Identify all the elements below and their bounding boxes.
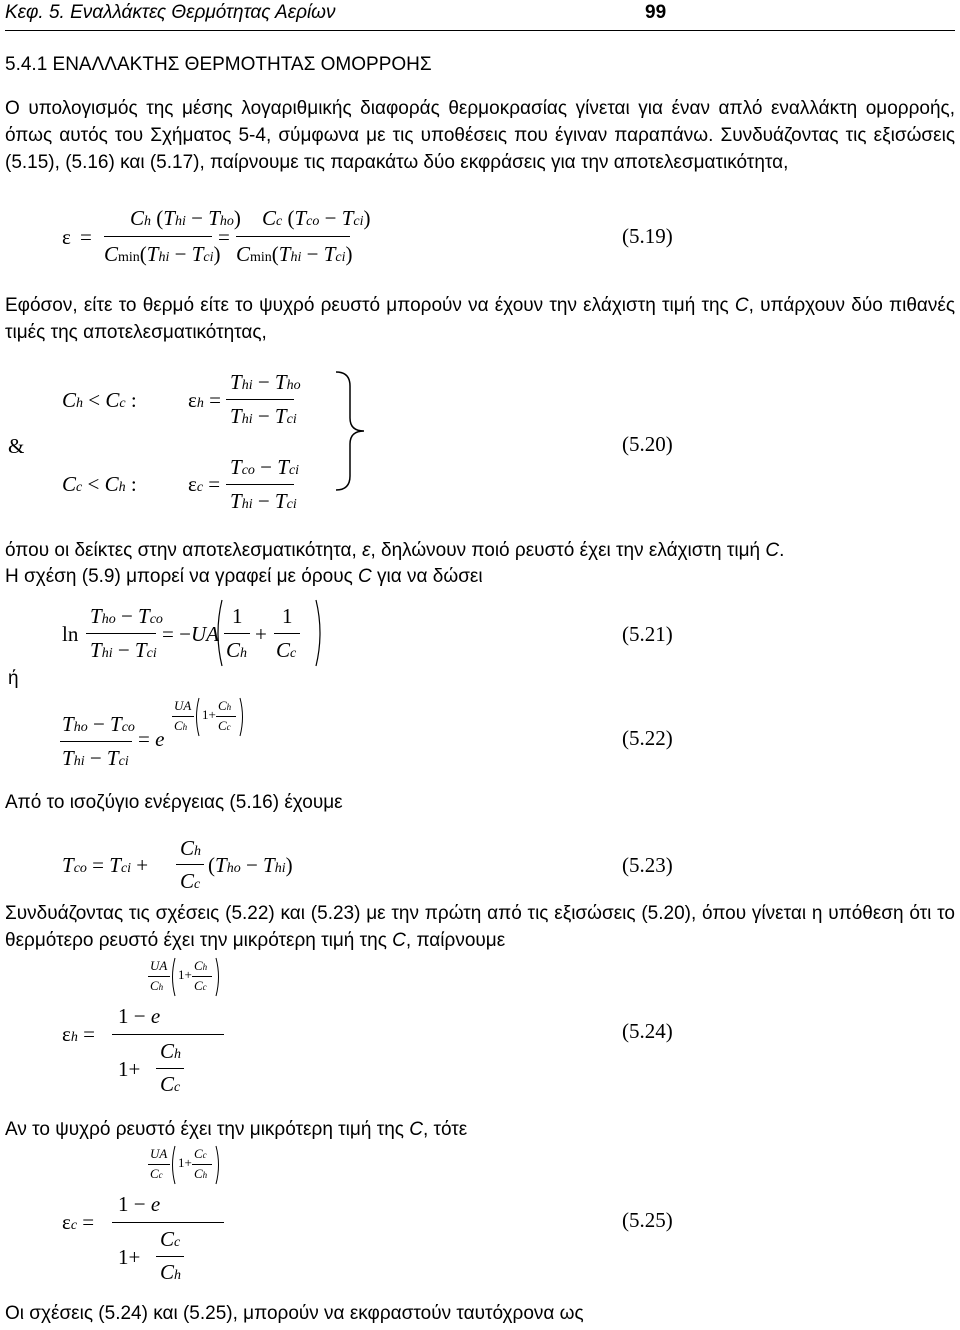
paragraph-simultaneous: Οι σχέσεις (5.24) και (5.25), μπορούν να εκφραστούν ταυτόχρονα ως	[5, 1303, 584, 1324]
page-header	[5, 0, 955, 31]
eq-number-5-20: (5.20)	[622, 432, 673, 456]
eq-number-5-25: (5.25)	[622, 1208, 673, 1232]
frac2-den: Cmin(Thi − Tci)	[236, 242, 353, 266]
eq-number-5-21: (5.21)	[622, 622, 673, 646]
eq-number-5-22: (5.22)	[622, 726, 673, 750]
cond-c: Cc < Ch :	[62, 472, 137, 496]
cond-h: Ch < Cc :	[62, 388, 137, 412]
paragraph-indices: όπου οι δείκτες στην αποτελεσματικότητα, ε, δηλώνουν ποιό ρευστό έχει την ελάχιστη τιμή C.	[5, 540, 785, 561]
eq-number-5-23: (5.23)	[622, 853, 673, 877]
page-number: 99	[645, 2, 667, 23]
ampersand: &	[8, 434, 25, 458]
paragraph-two-values: Εφόσον, είτε το θερμό είτε το ψυχρό ρευστό μπορούν να έχουν την ελάχιστη τιμή της C, υπάρχουν δύο πιθανές τιμές της αποτελεσματικότητας,	[5, 295, 955, 343]
frac2-num: Cc (Tco − Tci)	[262, 206, 371, 230]
frac1-den: Cmin(Thi − Tci)	[104, 242, 221, 266]
frac1-num: Ch (Thi − Tho)	[130, 206, 241, 230]
paragraph-cold-min: Αν το ψυχρό ρευστό έχει την μικρότερη τιμή της C, τότε	[5, 1119, 468, 1140]
or-word: ή	[8, 668, 19, 689]
section-title: 5.4.1 ΕΝΑΛΛΑΚΤΗΣ ΘΕΡΜΟΤΗΤΑΣ ΟΜΟΡΡΟΗΣ	[5, 54, 432, 75]
paragraph-relation-5-9: Η σχέση (5.9) μπορεί να γραφεί με όρους C για να δώσει	[5, 566, 483, 587]
chapter-title: Κεφ. 5. Εναλλάκτες Θερμότητας Αερίων	[5, 2, 336, 23]
paragraph-intro: Ο υπολογισμός της μέσης λογαριθμικής διαφοράς θερμοκρασίας γίνεται για έναν απλό εναλλάκτη ομορροής, όπως αυτός του Σχήματος 5-4, σύμφωνα με τις υποθέσεις που έγιναν παραπάνω. Συνδυάζοντας τις εξισώσεις (5.15), (5.16) και (5.17), παίρνουμε τις παρακάτω δύο εκφράσεις για την αποτελεσματικότητα,	[5, 98, 955, 173]
eq-number-5-24: (5.24)	[622, 1019, 673, 1043]
paragraph-combining: Συνδυάζοντας τις σχέσεις (5.22) και (5.23) με την πρώτη από τις εξισώσεις (5.20), όπου γίνεται η υπόθεση ότι το θερμότερο ρευστό έχει την μικρότερη τιμή της C, παίρνουμε	[5, 903, 955, 951]
eq-number-5-19: (5.19)	[622, 224, 673, 248]
paragraph-energy-balance: Από το ισοζύγιο ενέργειας (5.16) έχουμε	[5, 792, 343, 813]
